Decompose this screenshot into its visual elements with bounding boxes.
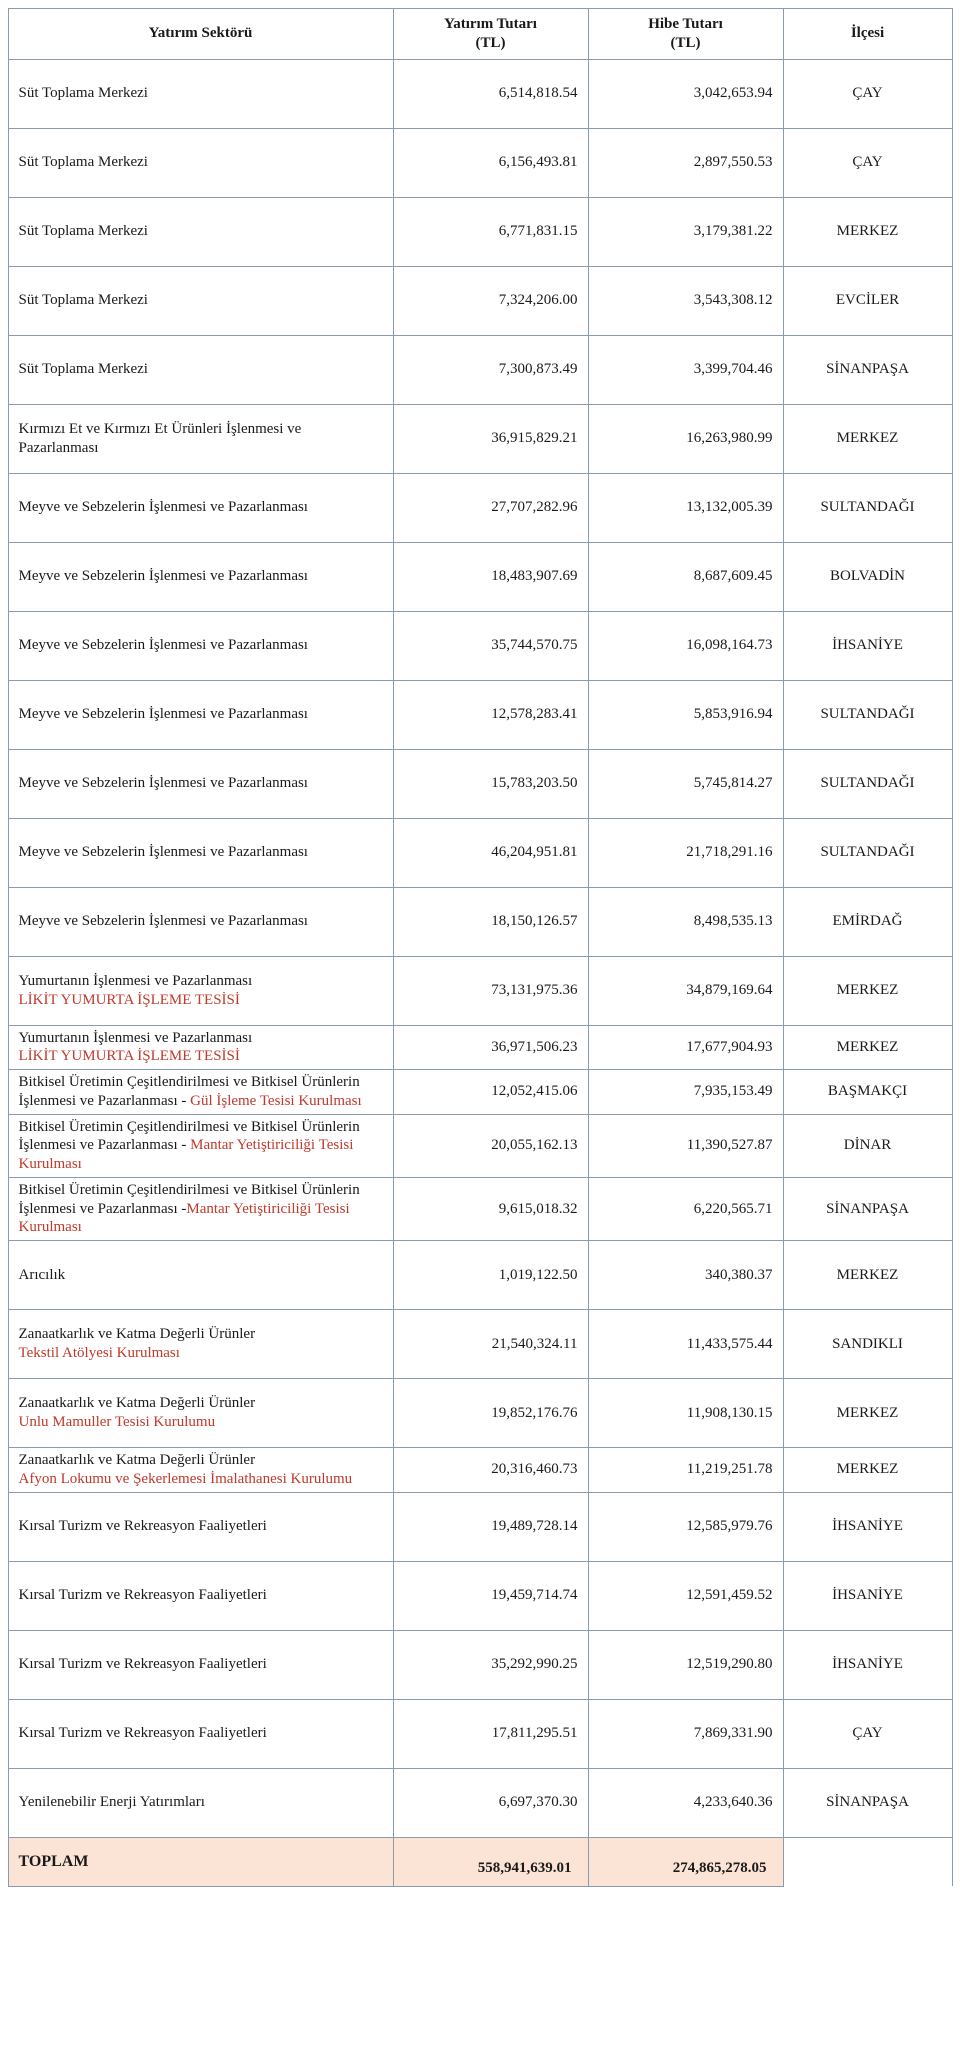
cell-sector: Meyve ve Sebzelerin İşlenmesi ve Pazarlanması	[8, 473, 393, 542]
cell-grant-amount: 11,390,527.87	[588, 1114, 783, 1177]
cell-district: İHSANİYE	[783, 611, 952, 680]
cell-investment-amount: 9,615,018.32	[393, 1177, 588, 1240]
cell-investment-amount: 36,971,506.23	[393, 1025, 588, 1070]
table-row	[8, 473, 952, 542]
cell-grant-amount: 6,220,565.71	[588, 1177, 783, 1240]
sector-sub-text: Tekstil Atölyesi Kurulması	[18, 1345, 180, 1361]
table-row	[8, 1768, 952, 1837]
cell-district: ÇAY	[783, 1699, 952, 1768]
cell-investment-amount: 27,707,282.96	[393, 473, 588, 542]
cell-sector: Meyve ve Sebzelerin İşlenmesi ve Pazarlanması	[8, 749, 393, 818]
header-amount-line1: Yatırım Tutarı	[444, 16, 537, 32]
sector-sub-text: Gül İşleme Tesisi Kurulması	[190, 1092, 362, 1109]
cell-investment-amount: 20,316,460.73	[393, 1448, 588, 1493]
cell-sector	[8, 1025, 393, 1070]
header-row	[8, 9, 952, 60]
sector-sub-text: LİKİT YUMURTA İŞLEME TESİSİ	[18, 1048, 240, 1065]
cell-sector: Kırsal Turizm ve Rekreasyon Faaliyetleri	[8, 1699, 393, 1768]
table-footer	[8, 1837, 952, 1886]
cell-investment-amount: 46,204,951.81	[393, 818, 588, 887]
table-header	[8, 9, 952, 60]
cell-sector: Meyve ve Sebzelerin İşlenmesi ve Pazarlanması	[8, 611, 393, 680]
cell-district: İHSANİYE	[783, 1630, 952, 1699]
cell-grant-amount: 13,132,005.39	[588, 473, 783, 542]
cell-grant-amount: 5,853,916.94	[588, 680, 783, 749]
sector-sub-text: Mantar Yetiştiriciliği Tesisi Kurulması	[18, 1137, 354, 1172]
cell-investment-amount: 7,300,873.49	[393, 335, 588, 404]
table-row	[8, 611, 952, 680]
cell-grant-amount: 12,519,290.80	[588, 1630, 783, 1699]
table-row	[8, 749, 952, 818]
cell-district: SİNANPAŞA	[783, 1768, 952, 1837]
cell-district: SİNANPAŞA	[783, 1177, 952, 1240]
total-label: TOPLAM	[8, 1837, 393, 1886]
cell-investment-amount: 17,811,295.51	[393, 1699, 588, 1768]
cell-investment-amount: 36,915,829.21	[393, 404, 588, 473]
cell-district: ÇAY	[783, 59, 952, 128]
table-row	[8, 59, 952, 128]
total-grant-amount: 274,865,278.05	[588, 1837, 783, 1886]
table-row	[8, 1114, 952, 1177]
table-row	[8, 1310, 952, 1379]
cell-grant-amount: 8,498,535.13	[588, 887, 783, 956]
cell-sector	[8, 1177, 393, 1240]
sector-main-text: Zanaatkarlık ve Katma Değerli Ürünler	[18, 1326, 256, 1343]
cell-district: İHSANİYE	[783, 1492, 952, 1561]
cell-investment-amount: 6,771,831.15	[393, 197, 588, 266]
cell-district: DİNAR	[783, 1114, 952, 1177]
cell-sector: Meyve ve Sebzelerin İşlenmesi ve Pazarlanması	[8, 887, 393, 956]
cell-investment-amount: 21,540,324.11	[393, 1310, 588, 1379]
sector-main-text: Bitkisel Üretimin Çeşitlendirilmesi ve Bitkisel Ürünlerin İşlenmesi ve Pazarlanması -	[18, 1181, 360, 1217]
table-row	[8, 1241, 952, 1310]
cell-investment-amount: 18,483,907.69	[393, 542, 588, 611]
table-row	[8, 1025, 952, 1070]
cell-grant-amount: 2,897,550.53	[588, 128, 783, 197]
table-body	[8, 59, 952, 1837]
cell-grant-amount: 340,380.37	[588, 1241, 783, 1310]
cell-investment-amount: 15,783,203.50	[393, 749, 588, 818]
cell-grant-amount: 21,718,291.16	[588, 818, 783, 887]
cell-investment-amount: 35,744,570.75	[393, 611, 588, 680]
cell-district: MERKEZ	[783, 197, 952, 266]
cell-grant-amount: 16,098,164.73	[588, 611, 783, 680]
cell-grant-amount: 16,263,980.99	[588, 404, 783, 473]
table-row	[8, 818, 952, 887]
cell-sector	[8, 1379, 393, 1448]
cell-sector	[8, 1114, 393, 1177]
column-header-district: İlçesi	[783, 9, 952, 60]
table-row	[8, 404, 952, 473]
cell-district: MERKEZ	[783, 1379, 952, 1448]
table-row	[8, 1177, 952, 1240]
cell-sector: Kırsal Turizm ve Rekreasyon Faaliyetleri	[8, 1561, 393, 1630]
cell-district: MERKEZ	[783, 1241, 952, 1310]
column-header-sector: Yatırım Sektörü	[8, 9, 393, 60]
table-row	[8, 956, 952, 1025]
cell-sector: Meyve ve Sebzelerin İşlenmesi ve Pazarlanması	[8, 680, 393, 749]
cell-grant-amount: 11,433,575.44	[588, 1310, 783, 1379]
cell-investment-amount: 6,156,493.81	[393, 128, 588, 197]
total-district-empty	[783, 1837, 952, 1886]
sector-sub-text: LİKİT YUMURTA İŞLEME TESİSİ	[18, 991, 240, 1008]
cell-grant-amount: 8,687,609.45	[588, 542, 783, 611]
sector-main-text: Zanaatkarlık ve Katma Değerli Ürünler	[18, 1395, 256, 1412]
cell-grant-amount: 12,591,459.52	[588, 1561, 783, 1630]
cell-grant-amount: 7,869,331.90	[588, 1699, 783, 1768]
cell-investment-amount: 20,055,162.13	[393, 1114, 588, 1177]
table-row	[8, 1070, 952, 1115]
cell-investment-amount: 12,052,415.06	[393, 1070, 588, 1115]
cell-grant-amount: 34,879,169.64	[588, 956, 783, 1025]
cell-sector: Kırsal Turizm ve Rekreasyon Faaliyetleri	[8, 1630, 393, 1699]
sector-main-text: Bitkisel Üretimin Çeşitlendirilmesi ve Bitkisel Ürünlerin İşlenmesi ve Pazarlanması -	[18, 1118, 360, 1154]
table-row	[8, 887, 952, 956]
cell-sector: Kırmızı Et ve Kırmızı Et Ürünleri İşlenmesi ve Pazarlanması	[8, 404, 393, 473]
total-row	[8, 1837, 952, 1886]
cell-investment-amount: 19,489,728.14	[393, 1492, 588, 1561]
sector-main-text: Bitkisel Üretimin Çeşitlendirilmesi ve Bitkisel Ürünlerin İşlenmesi ve Pazarlanması -	[18, 1074, 360, 1109]
cell-sector: Süt Toplama Merkezi	[8, 197, 393, 266]
cell-district: SANDIKLI	[783, 1310, 952, 1379]
table-row	[8, 1561, 952, 1630]
table-row	[8, 1699, 952, 1768]
table-row	[8, 1448, 952, 1493]
cell-sector	[8, 1448, 393, 1493]
cell-sector: Meyve ve Sebzelerin İşlenmesi ve Pazarlanması	[8, 818, 393, 887]
cell-investment-amount: 19,852,176.76	[393, 1379, 588, 1448]
cell-sector: Arıcılık	[8, 1241, 393, 1310]
sector-sub-text: Mantar Yetiştiriciliği Tesisi Kurulması	[18, 1200, 350, 1236]
cell-grant-amount: 11,908,130.15	[588, 1379, 783, 1448]
table-row	[8, 266, 952, 335]
investment-table	[8, 8, 953, 1887]
table-row	[8, 1379, 952, 1448]
cell-grant-amount: 4,233,640.36	[588, 1768, 783, 1837]
sector-main-text: Zanaatkarlık ve Katma Değerli Ürünler	[18, 1452, 256, 1468]
header-amount-line2: (TL)	[475, 34, 506, 51]
cell-district: İHSANİYE	[783, 1561, 952, 1630]
table-row	[8, 335, 952, 404]
cell-sector: Yenilenebilir Enerji Yatırımları	[8, 1768, 393, 1837]
cell-grant-amount: 12,585,979.76	[588, 1492, 783, 1561]
table-row	[8, 197, 952, 266]
table-row	[8, 680, 952, 749]
cell-grant-amount: 5,745,814.27	[588, 749, 783, 818]
cell-grant-amount: 3,179,381.22	[588, 197, 783, 266]
cell-grant-amount: 17,677,904.93	[588, 1025, 783, 1070]
cell-investment-amount: 18,150,126.57	[393, 887, 588, 956]
cell-district: MERKEZ	[783, 1448, 952, 1493]
cell-grant-amount: 3,399,704.46	[588, 335, 783, 404]
cell-grant-amount: 3,543,308.12	[588, 266, 783, 335]
cell-district: EMİRDAĞ	[783, 887, 952, 956]
cell-sector: Süt Toplama Merkezi	[8, 128, 393, 197]
cell-district: EVCİLER	[783, 266, 952, 335]
cell-investment-amount: 6,697,370.30	[393, 1768, 588, 1837]
sector-sub-text: Afyon Lokumu ve Şekerlemesi İmalathanesi Kurulumu	[18, 1470, 353, 1487]
total-investment-amount: 558,941,639.01	[393, 1837, 588, 1886]
header-grant-line2: (TL)	[670, 34, 701, 51]
cell-investment-amount: 1,019,122.50	[393, 1241, 588, 1310]
column-header-investment-amount	[393, 9, 588, 60]
header-grant-line1: Hibe Tutarı	[648, 16, 723, 32]
cell-investment-amount: 73,131,975.36	[393, 956, 588, 1025]
sector-main-text: Yumurtanın İşlenmesi ve Pazarlanması	[18, 1029, 253, 1046]
table-row	[8, 1630, 952, 1699]
cell-grant-amount: 7,935,153.49	[588, 1070, 783, 1115]
cell-sector	[8, 1070, 393, 1115]
cell-grant-amount: 11,219,251.78	[588, 1448, 783, 1493]
cell-investment-amount: 6,514,818.54	[393, 59, 588, 128]
cell-grant-amount: 3,042,653.94	[588, 59, 783, 128]
cell-sector	[8, 956, 393, 1025]
sector-sub-text: Unlu Mamuller Tesisi Kurulumu	[18, 1414, 216, 1430]
cell-investment-amount: 12,578,283.41	[393, 680, 588, 749]
cell-sector: Meyve ve Sebzelerin İşlenmesi ve Pazarlanması	[8, 542, 393, 611]
cell-sector: Kırsal Turizm ve Rekreasyon Faaliyetleri	[8, 1492, 393, 1561]
cell-district: ÇAY	[783, 128, 952, 197]
cell-district: MERKEZ	[783, 956, 952, 1025]
table-row	[8, 128, 952, 197]
cell-district: SULTANDAĞI	[783, 473, 952, 542]
cell-district: SİNANPAŞA	[783, 335, 952, 404]
cell-district: SULTANDAĞI	[783, 680, 952, 749]
cell-district: SULTANDAĞI	[783, 818, 952, 887]
cell-sector: Süt Toplama Merkezi	[8, 335, 393, 404]
table-row	[8, 1492, 952, 1561]
cell-sector: Süt Toplama Merkezi	[8, 59, 393, 128]
cell-sector	[8, 1310, 393, 1379]
cell-investment-amount: 35,292,990.25	[393, 1630, 588, 1699]
table-row	[8, 542, 952, 611]
cell-investment-amount: 19,459,714.74	[393, 1561, 588, 1630]
cell-district: SULTANDAĞI	[783, 749, 952, 818]
cell-sector: Süt Toplama Merkezi	[8, 266, 393, 335]
cell-district: MERKEZ	[783, 1025, 952, 1070]
cell-district: BOLVADİN	[783, 542, 952, 611]
column-header-grant-amount	[588, 9, 783, 60]
cell-investment-amount: 7,324,206.00	[393, 266, 588, 335]
sector-main-text: Yumurtanın İşlenmesi ve Pazarlanması	[18, 972, 253, 989]
cell-district: MERKEZ	[783, 404, 952, 473]
cell-district: BAŞMAKÇI	[783, 1070, 952, 1115]
